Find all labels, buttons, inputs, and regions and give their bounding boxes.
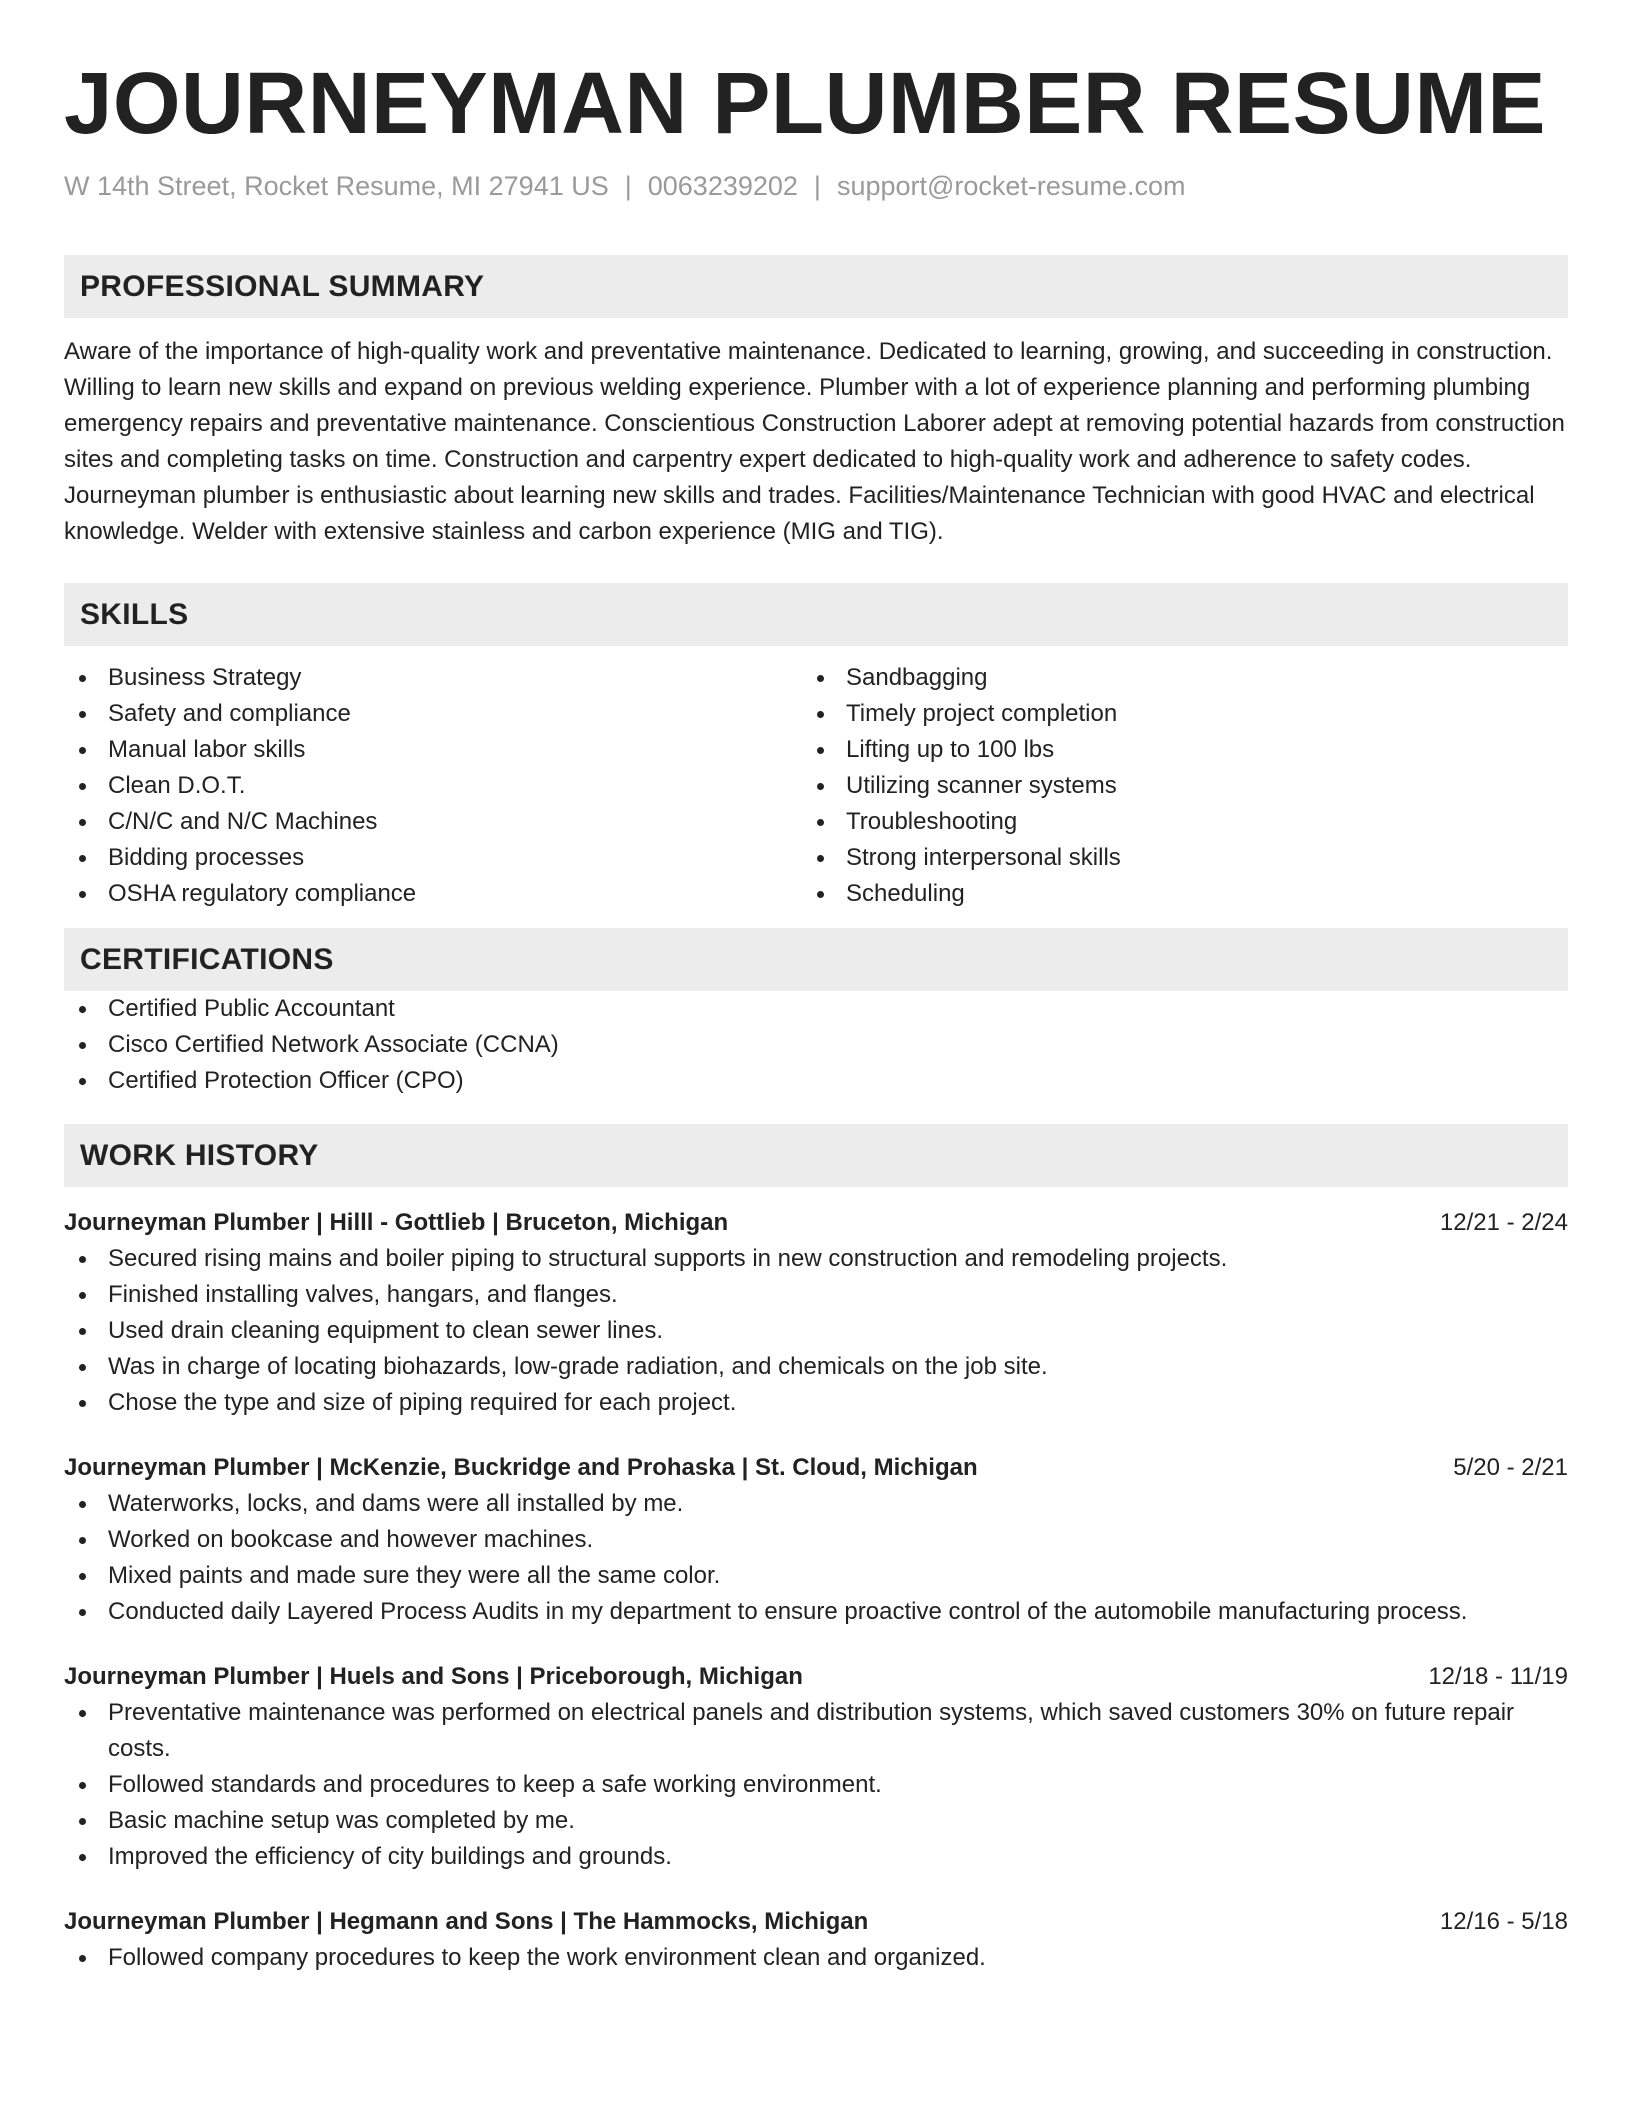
job-bullets	[64, 1940, 1568, 1976]
job-title: Journeyman Plumber | Huels and Sons | Priceborough, Michigan	[64, 1663, 803, 1690]
job-bullet: Worked on bookcase and however machines.	[64, 1522, 1568, 1558]
section-heading-skills: SKILLS	[64, 583, 1568, 646]
skills-column-left	[64, 660, 802, 912]
job-header	[64, 1659, 1568, 1695]
skill-item: Sandbagging	[802, 660, 1540, 696]
job-bullet: Used drain cleaning equipment to clean sewer lines.	[64, 1313, 1568, 1349]
certifications-list	[64, 991, 1568, 1099]
job-header	[64, 1904, 1568, 1940]
certification-item: Certified Public Accountant	[64, 991, 1568, 1027]
contact-line	[64, 168, 1568, 204]
certification-item: Cisco Certified Network Associate (CCNA)	[64, 1027, 1568, 1063]
job-bullet: Finished installing valves, hangars, and flanges.	[64, 1277, 1568, 1313]
job-entry	[64, 1659, 1568, 1875]
skill-item: Manual labor skills	[64, 732, 802, 768]
contact-separator: |	[813, 171, 821, 201]
job-title: Journeyman Plumber | Hegmann and Sons | The Hammocks, Michigan	[64, 1908, 869, 1935]
summary-text: Aware of the importance of high-quality work and preventative maintenance. Dedicated to learning, growing, and succeeding in construction. Willing to learn new skills and expand on previous welding experience. Plumber with a lot of experience planning and performing plumbing emergency repairs and preventative maintenance. Conscientious Construction Laborer adept at removing potential hazards from construction sites and completing tasks on time. Construction and carpentry expert dedicated to high-quality work and adherence to safety codes. Journeyman plumber is enthusiastic about learning new skills and trades. Facilities/Maintenance Technician with good HVAC and electrical knowledge. Welder with extensive stainless and carbon experience (MIG and TIG).	[64, 338, 1565, 545]
job-bullet: Secured rising mains and boiler piping to structural supports in new construction and remodeling projects.	[64, 1241, 1568, 1277]
job-title: Journeyman Plumber | McKenzie, Buckridge and Prohaska | St. Cloud, Michigan	[64, 1454, 978, 1481]
section-heading-summary: PROFESSIONAL SUMMARY	[64, 255, 1568, 318]
section-heading-certifications: CERTIFICATIONS	[64, 928, 1568, 991]
job-bullets	[64, 1695, 1568, 1875]
job-bullets	[64, 1241, 1568, 1421]
skill-item: Strong interpersonal skills	[802, 840, 1540, 876]
contact-address: W 14th Street, Rocket Resume, MI 27941 US	[64, 171, 609, 201]
job-dates: 12/16 - 5/18	[1439, 1908, 1568, 1935]
skill-item: Business Strategy	[64, 660, 802, 696]
job-header	[64, 1450, 1568, 1486]
section-heading-work-history: WORK HISTORY	[64, 1124, 1568, 1187]
skill-item: OSHA regulatory compliance	[64, 876, 802, 912]
job-header	[64, 1205, 1568, 1241]
job-bullet: Preventative maintenance was performed on electrical panels and distribution systems, which saved customers 30% on future repair costs.	[64, 1695, 1568, 1767]
job-entry	[64, 1205, 1568, 1421]
job-dates: 12/18 - 11/19	[1428, 1663, 1568, 1690]
job-bullet: Improved the efficiency of city buildings and grounds.	[64, 1839, 1568, 1875]
job-dates: 12/21 - 2/24	[1439, 1209, 1568, 1236]
job-bullet: Chose the type and size of piping required for each project.	[64, 1385, 1568, 1421]
skills-grid	[64, 660, 1568, 912]
certification-item: Certified Protection Officer (CPO)	[64, 1063, 1568, 1099]
job-dates: 5/20 - 2/21	[1453, 1454, 1568, 1481]
job-entry	[64, 1904, 1568, 1976]
job-title: Journeyman Plumber | Hilll - Gottlieb | Bruceton, Michigan	[64, 1209, 729, 1236]
skills-column-right	[802, 660, 1540, 912]
job-bullet: Mixed paints and made sure they were all the same color.	[64, 1558, 1568, 1594]
job-bullet: Followed standards and procedures to keep a safe working environment.	[64, 1767, 1568, 1803]
skill-item: Safety and compliance	[64, 696, 802, 732]
skill-item: Scheduling	[802, 876, 1540, 912]
skill-item: Troubleshooting	[802, 804, 1540, 840]
skill-item: C/N/C and N/C Machines	[64, 804, 802, 840]
job-bullet: Basic machine setup was completed by me.	[64, 1803, 1568, 1839]
skill-item: Lifting up to 100 lbs	[802, 732, 1540, 768]
contact-separator: |	[624, 171, 632, 201]
job-entry	[64, 1450, 1568, 1630]
job-bullet: Followed company procedures to keep the work environment clean and organized.	[64, 1940, 1568, 1976]
resume-title: JOURNEYMAN PLUMBER RESUME	[64, 55, 1546, 152]
contact-phone: 0063239202	[647, 171, 798, 201]
job-bullets	[64, 1486, 1568, 1630]
job-bullet: Waterworks, locks, and dams were all installed by me.	[64, 1486, 1568, 1522]
job-bullet: Was in charge of locating biohazards, low-grade radiation, and chemicals on the job site.	[64, 1349, 1568, 1385]
skill-item: Clean D.O.T.	[64, 768, 802, 804]
skill-item: Utilizing scanner systems	[802, 768, 1540, 804]
skill-item: Timely project completion	[802, 696, 1540, 732]
skill-item: Bidding processes	[64, 840, 802, 876]
contact-email: support@rocket-resume.com	[836, 171, 1186, 201]
job-bullet: Conducted daily Layered Process Audits in my department to ensure proactive control of the automobile manufacturing process.	[64, 1594, 1568, 1630]
